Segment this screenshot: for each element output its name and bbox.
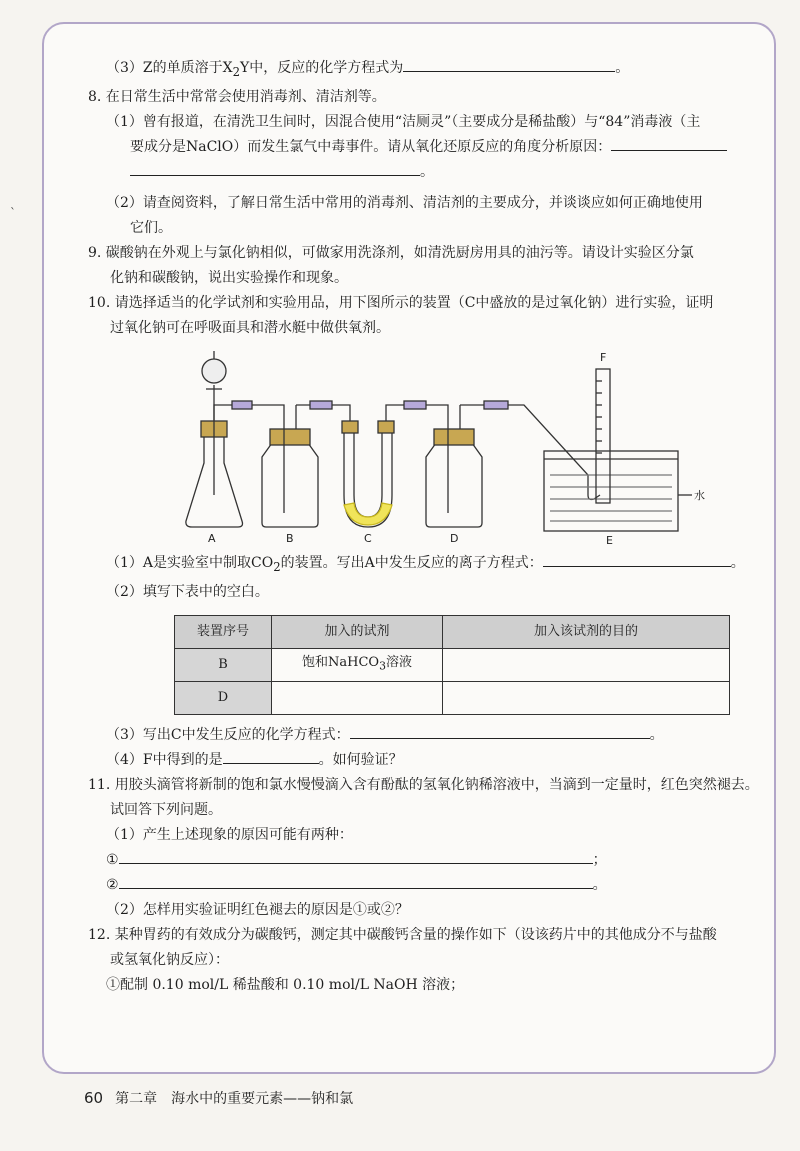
table-header: 装置序号: [175, 615, 272, 648]
q12-line1: 12. 某种胃药的有效成分为碳酸钙，测定其中碳酸钙含量的操作如下（设该药片中的其他成分不与盐酸: [88, 926, 717, 943]
answer-blank[interactable]: [611, 135, 727, 151]
q11-option2: ② 。: [88, 873, 748, 898]
bottle-b: [262, 405, 318, 527]
label-c: C: [364, 531, 372, 545]
q10-part2: （2）填写下表中的空白。: [106, 583, 269, 600]
q8-part1-line3: 。: [88, 160, 748, 185]
q11-line2: 试回答下列问题。: [110, 801, 222, 818]
q11-part1: （1）产生上述现象的原因可能有两种：: [106, 826, 353, 843]
q10-line1: 10. 请选择适当的化学试剂和实验用品，用下图所示的装置（C中盛放的是过氧化钠）进行实验，证明: [88, 294, 714, 311]
answer-blank[interactable]: [403, 56, 615, 72]
q8-part1-line2: 要成分是NaClO）而发生氯气中毒事件。请从氧化还原反应的角度分析原因：: [88, 135, 748, 160]
q8-part2-line1: （2）请查阅资料，了解日常生活中常用的消毒剂、清洁剂的主要成分，并谈谈应如何正确地使用: [106, 194, 703, 211]
page-number: 60: [84, 1089, 104, 1107]
table-header: 加入的试剂: [272, 615, 443, 648]
apparatus-diagram: [88, 345, 748, 545]
page-footer: [84, 1088, 353, 1108]
q11-option1: ① ；: [88, 848, 748, 873]
row-purpose[interactable]: [443, 648, 730, 681]
bottle-d: [426, 405, 482, 527]
answer-blank[interactable]: [350, 723, 650, 739]
chapter-title: 第二章 海水中的重要元素——钠和氯: [115, 1091, 354, 1107]
answer-blank[interactable]: [543, 551, 731, 567]
u-tube-c: [342, 421, 394, 527]
label-water: 水: [694, 488, 705, 502]
label-d: D: [450, 531, 459, 545]
q11-line1: 11. 用胶头滴管将新制的饱和氯水慢慢滴入含有酚酞的氢氧化钠稀溶液中，当滴到一定量时，红色突然褪去。: [88, 776, 759, 793]
q9-line2: 化钠和碳酸钠，说出实验操作和现象。: [110, 269, 348, 286]
row-id: D: [175, 681, 272, 714]
row-purpose[interactable]: [443, 681, 730, 714]
trough-e: [544, 451, 692, 531]
page-content: [88, 56, 759, 998]
label-a: A: [208, 531, 216, 545]
label-b: B: [286, 531, 294, 545]
answer-blank[interactable]: [119, 873, 593, 889]
q8-part2-line2: 它们。: [130, 219, 172, 236]
answer-blank[interactable]: [223, 748, 319, 764]
q9-line1: 9. 碳酸钠在外观上与氯化钠相似，可做家用洗涤剂，如清洗厨房用具的油污等。请设计实验区分氯: [88, 244, 694, 261]
answer-blank[interactable]: [119, 848, 593, 864]
q10-part4: （4）F中得到的是 。如何验证？: [88, 748, 748, 773]
row-reagent: 饱和NaHCO$_3$溶液: [272, 648, 443, 681]
answer-blank[interactable]: [130, 160, 420, 176]
q10-line2: 过氧化钠可在呼吸面具和潜水艇中做供氧剂。: [110, 319, 390, 336]
q7-part3: （3）Z的单质溶于$X_2Y$中，反应的化学方程式为 。: [88, 56, 748, 85]
label-e: E: [606, 533, 613, 545]
row-reagent[interactable]: [272, 681, 443, 714]
reagent-table: [174, 615, 730, 715]
cylinder-f: [596, 369, 610, 503]
q10-part1: （1）A是实验室中制取$CO_2$的装置。写出A中发生反应的离子方程式： 。: [88, 551, 748, 580]
q10-part3: （3）写出C中发生反应的化学方程式： 。: [88, 723, 748, 748]
q11-part2: （2）怎样用实验证明红色褪去的原因是①或②？: [106, 901, 409, 918]
apparatus-svg: [88, 345, 748, 545]
flask-a: [186, 351, 243, 527]
q12-line2: 或氢氧化钠反应）：: [110, 951, 229, 968]
margin-mark: `: [10, 206, 16, 220]
table-row: [175, 648, 730, 681]
row-id: B: [175, 648, 272, 681]
label-f: F: [600, 350, 607, 364]
table-row: [175, 681, 730, 714]
q8-stem: 8. 在日常生活中常常会使用消毒剂、清洁剂等。: [88, 88, 386, 105]
q8-part1-line1: （1）曾有报道，在清洗卫生间时，因混合使用“洁厕灵”（主要成分是稀盐酸）与“84”消毒液（主: [106, 113, 701, 130]
q12-step1: ①配制 0.10 mol/L 稀盐酸和 0.10 mol/L NaOH 溶液；: [106, 976, 465, 993]
table-header: 加入该试剂的目的: [443, 615, 730, 648]
